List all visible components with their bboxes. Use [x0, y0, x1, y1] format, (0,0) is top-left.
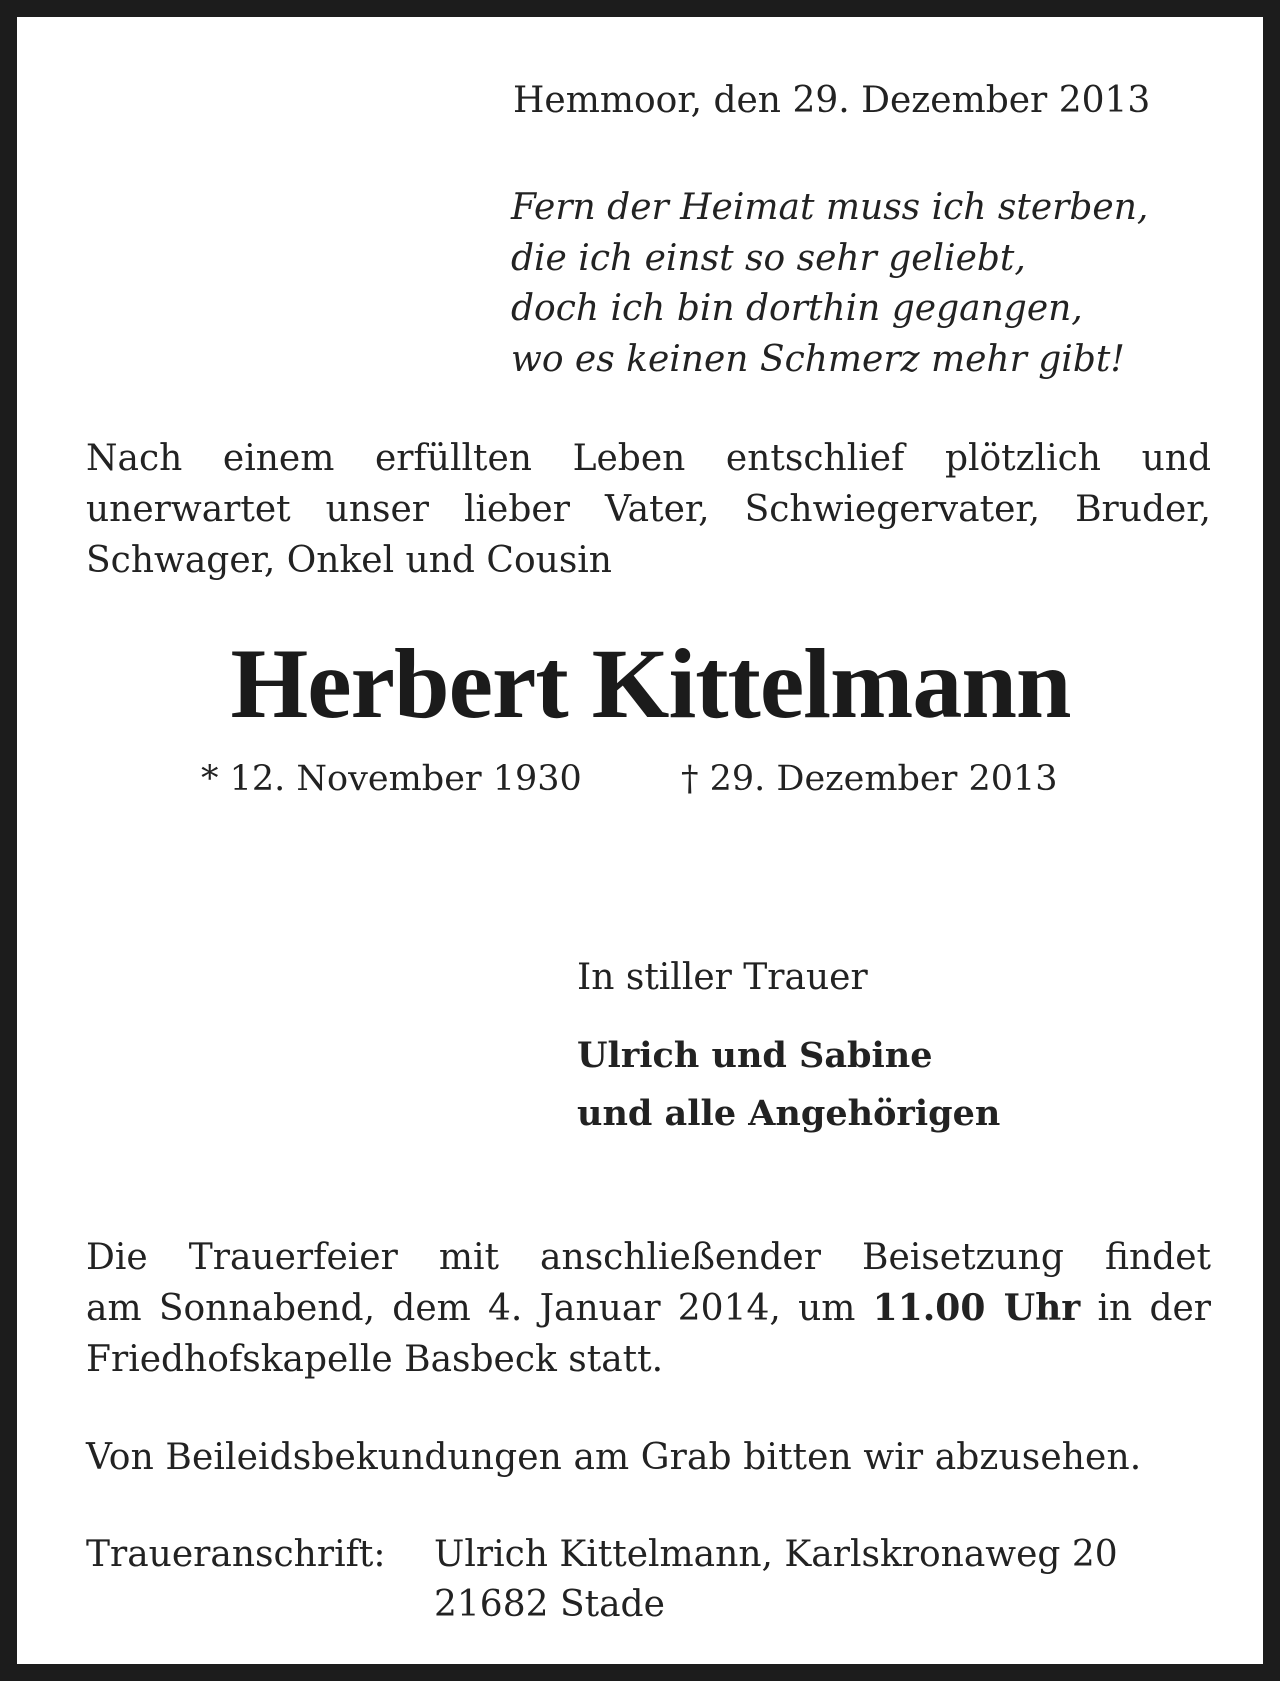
- deceased-name: Herbert Kittelmann: [230, 628, 1071, 739]
- ceremony-date-text: am Sonnabend, dem 4. Januar 2014, um: [86, 1288, 856, 1329]
- ceremony-paragraph: [86, 1232, 1211, 1385]
- intro-paragraph: [86, 433, 1211, 586]
- death-date: † 29. Dezember 2013: [681, 759, 1058, 799]
- place-date-line: Hemmoor, den 29. Dezember 2013: [513, 80, 1151, 121]
- mourning-address: [434, 1530, 1118, 1630]
- mourner-line: Ulrich und Sabine: [577, 1035, 933, 1076]
- poem-line: doch ich bin dorthin gegangen,: [511, 288, 1083, 329]
- intro-line: unerwartet unser lieber Vater, Schwiegervater, Bruder,: [86, 489, 1211, 530]
- poem: [511, 183, 1148, 385]
- address-label: Traueranschrift:: [86, 1534, 386, 1575]
- poem-line: Fern der Heimat muss ich sterben,: [511, 187, 1149, 228]
- mourner-line: und alle Angehörigen: [577, 1093, 1001, 1134]
- condolence-note: Von Beileidsbekundungen am Grab bitten wir abzusehen.: [86, 1437, 1142, 1478]
- mourners: [577, 1027, 1000, 1143]
- ceremony-time: 11.00 Uhr: [872, 1287, 1081, 1329]
- poem-line: die ich einst so sehr geliebt,: [511, 237, 1026, 279]
- ceremony-location-prefix: in der: [1097, 1288, 1212, 1329]
- ceremony-line: [86, 1283, 1211, 1334]
- address-line: 21682 Stade: [434, 1584, 665, 1625]
- address-line: Ulrich Kittelmann, Karlskronaweg 20: [434, 1534, 1118, 1575]
- mourning-label: In stiller Trauer: [577, 957, 868, 998]
- intro-line: Nach einem erfüllten Leben entschlief plötzlich und: [86, 438, 1211, 479]
- birth-date: * 12. November 1930: [201, 759, 582, 799]
- poem-line: wo es keinen Schmerz mehr gibt!: [511, 338, 1125, 380]
- intro-line: Schwager, Onkel und Cousin: [86, 540, 612, 581]
- ceremony-line: Die Trauerfeier mit anschließender Beisetzung findet: [86, 1237, 1211, 1278]
- ceremony-line: Friedhofskapelle Basbeck statt.: [86, 1339, 664, 1380]
